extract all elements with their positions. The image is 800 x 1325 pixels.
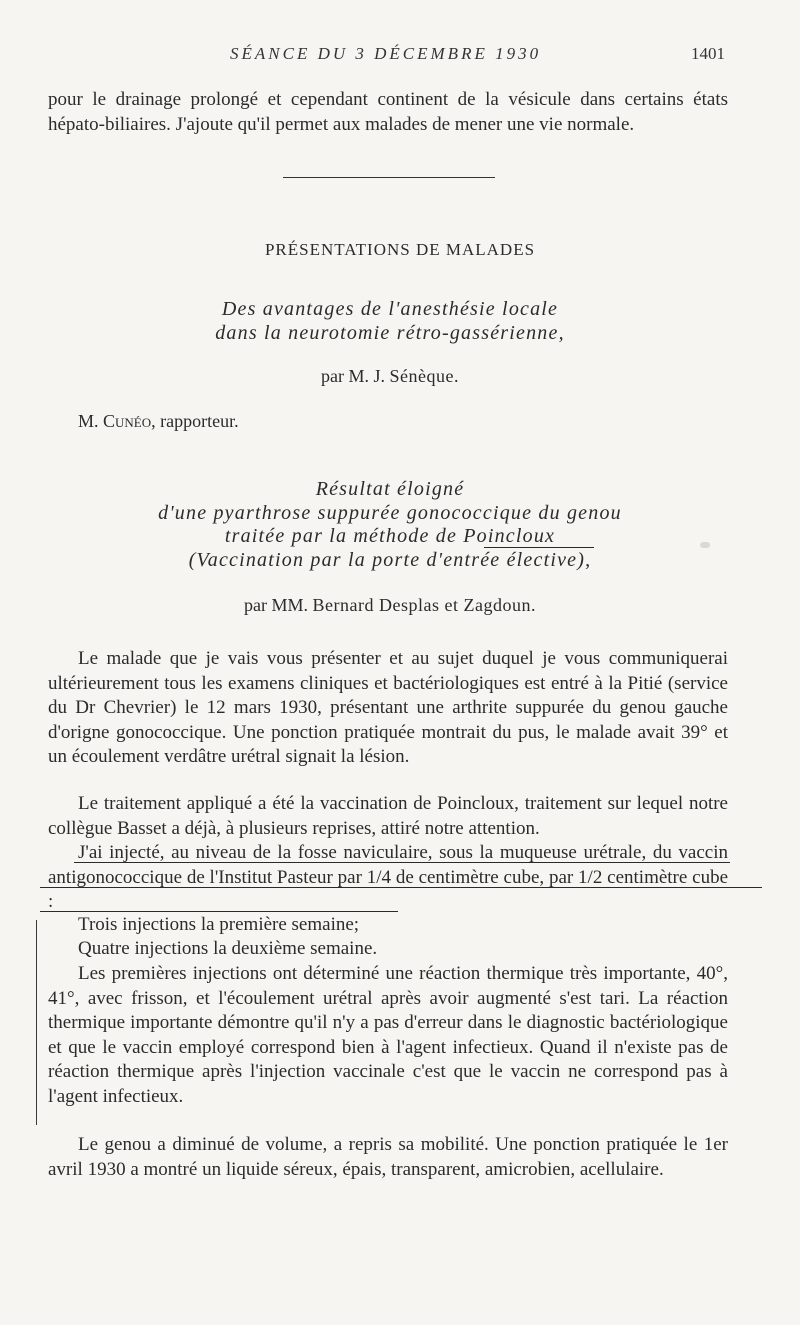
rapporteur-name: Cunéo — [103, 411, 152, 431]
presentation-2-title-line-2: d'une pyarthrose suppurée gonococcique du genou — [158, 501, 622, 524]
list-item-2: Quatre injections la deuxième semaine. — [78, 938, 378, 959]
presentation-2-title — [0, 478, 780, 572]
presentation-1-title-line-1: Des avantages de l'anesthésie locale — [221, 298, 559, 320]
body-paragraph-5: Le genou a diminué de volume, a repris sa mobilité. Une ponction pratiquée le 1er avril 1930 a montré un liquide séreux, épais, transparent, amicrobien, acellulaire. — [48, 1134, 728, 1180]
intro-paragraph: pour le drainage prolongé et cependant continent de la vésicule dans certains états hépato-biliaires. J'ajoute qu'il permet aux malades de mener une vie normale. — [48, 89, 728, 135]
presentation-2-byline — [0, 595, 780, 616]
body-paragraph-1: Le malade que je vais vous présenter et au sujet duquel je vous communiquerai ultérieurement tous les examens cliniques et bactériologiques est entré à la Pitié (service du Dr Chevrier) le 12 mars 1930, présentant une arthrite suppurée du genou gauche d'origne gonococcique. Une ponction pratiquée montrait du pus, le malade avait 39° et un écoulement verdâtre urétral signait la lésion. — [48, 648, 728, 767]
body-paragraph-4: Les premières injections ont déterminé une réaction thermique très importante, 40°, 41°, avec frisson, et l'écoulement urétral après avoir augmenté s'est tari. La réaction thermique importante démontre qu'il n'y a pas d'erreur dans le diagnostic bactériologique et que le vaccin employé correspond bien à l'agent infectieux. Quand il n'existe pas de réaction thermique après l'injection vaccinale c'est que le vaccin ne correspond pas à l'agent infectieux. — [48, 963, 728, 1107]
ink-smudge — [700, 542, 710, 548]
presentation-1-title-line-2: dans la neurotomie rétro-gassérienne, — [215, 321, 565, 344]
section-divider — [283, 177, 495, 178]
handwritten-margin-bracket — [36, 920, 37, 1125]
body-paragraph-2: Le traitement appliqué a été la vaccination de Poincloux, traitement sur lequel notre collègue Basset a déjà, à plusieurs reprises, attiré notre attention. — [48, 793, 728, 839]
handwritten-underline-3 — [40, 911, 398, 912]
presentation-2-title-line-4: (Vaccination par la porte d'entrée élective), — [188, 548, 592, 571]
handwritten-underline-1 — [74, 862, 730, 863]
presentation-2-title-line-3: traitée par la méthode de Poincloux — [224, 525, 556, 547]
presentation-1-title — [0, 298, 780, 345]
handwritten-underline-poincloux — [484, 547, 594, 548]
section-heading: PRÉSENTATIONS DE MALADES — [264, 240, 536, 259]
list-item-1: Trois injections la première semaine; — [78, 914, 360, 935]
presentation-1-byline — [0, 366, 780, 387]
presentation-1-author: Sénèque. — [389, 366, 459, 386]
presentation-2-authors: Bernard Desplas et Zagdoun. — [312, 595, 536, 615]
page-number: 1401 — [691, 44, 725, 63]
presentation-1-byline-prefix: par M. J. — [321, 366, 390, 386]
rapporteur-line — [78, 411, 239, 432]
body-paragraph-3: J'ai injecté, au niveau de la fosse naviculaire, sous la muqueuse urétrale, du vaccin antigonococcique de l'Institut Pasteur par 1/4 de centimètre cube, par 1/2 centimètre cube : — [48, 842, 728, 912]
presentation-2-byline-prefix: par MM. — [244, 595, 313, 615]
handwritten-underline-2 — [40, 887, 762, 888]
rapporteur-prefix: M. — [78, 411, 104, 431]
running-title: SÉANCE DU 3 DÉCEMBRE 1930 — [230, 44, 542, 63]
rapporteur-suffix: , rapporteur. — [151, 411, 239, 431]
presentation-2-title-line-1: Résultat éloigné — [315, 478, 465, 500]
